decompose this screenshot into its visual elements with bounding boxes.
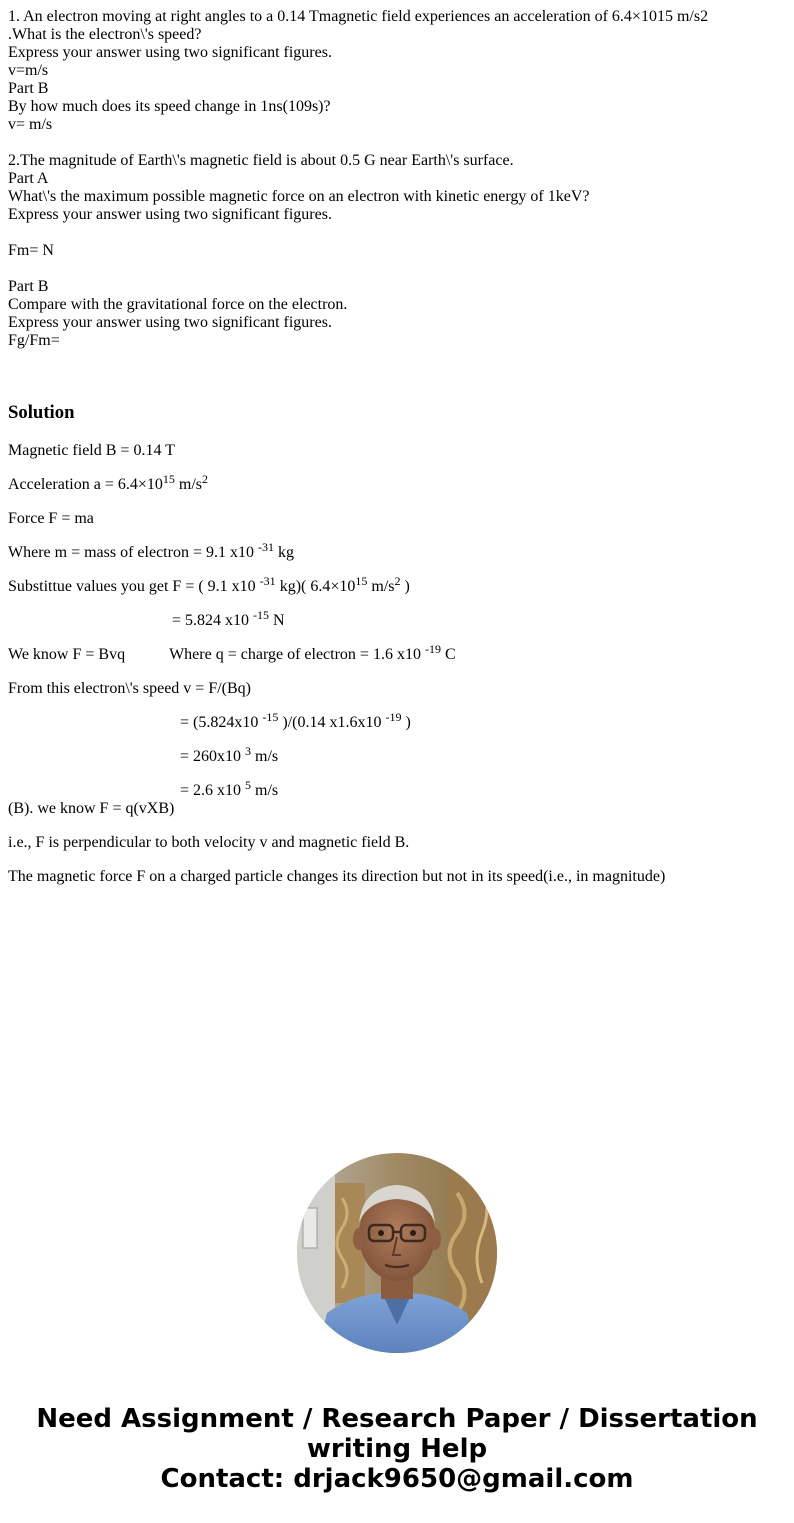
text: m/s [251,782,279,799]
solution-calc-1 [8,710,786,732]
q2-line-5: Fm= N [8,242,54,259]
exponent: 5 [245,778,252,792]
q2-line-9: Fg/Fm= [8,332,60,349]
text: kg)( 6.4×10 [275,578,356,595]
solution-speed: From this electron\'s speed v = F/(Bq) [8,680,251,697]
question-block [8,8,786,350]
text: = (5.824x10 [180,714,263,731]
text: Where q = charge of electron = 1.6 x10 [169,646,425,663]
spacer [8,134,786,152]
text: We know F = Bvq [8,646,126,663]
promo-banner [0,1404,794,1494]
solution-heading: Solution [8,402,75,423]
q1-line-3: Express your answer using two significant figures. [8,44,332,61]
solution-result [8,608,786,630]
text: m/s [174,476,202,493]
text: ) [401,714,411,731]
exponent: 3 [245,744,252,758]
text: C [440,646,456,663]
q1-line-1: 1. An electron moving at right angles to a 0.14 Tmagnetic field experiences an acceleration of 6.4×1015 m/s2 [8,8,709,25]
promo-line-2: writing Help [306,1434,488,1464]
q2-line-4: Express your answer using two significant figures. [8,206,332,223]
spacer [8,224,786,242]
text: m/s [367,578,395,595]
spacer [8,260,786,278]
exponent: -19 [424,642,441,656]
q1-line-5: Part B [8,80,49,97]
avatar-photo-icon [297,1153,497,1353]
q2-line-2: Part A [8,170,49,187]
q2-line-6: Part B [8,278,49,295]
text: Substittue values you get F = ( 9.1 x10 [8,578,260,595]
solution-force: Force F = ma [8,510,94,527]
text: kg [273,544,294,561]
q1-line-2: .What is the electron\'s speed? [8,26,202,43]
document-content [8,8,786,886]
exponent: 15 [162,472,175,486]
solution-mass [8,540,786,562]
exponent: -31 [257,540,274,554]
solution-part-b: (B). we know F = q(vXB) [8,800,175,817]
solution-block [8,402,786,886]
q2-line-7: Compare with the gravitational force on the electron. [8,296,348,313]
solution-acceleration [8,472,786,494]
exponent: 2 [394,574,401,588]
solution-field: Magnetic field B = 0.14 T [8,442,175,459]
solution-conclusion: The magnetic force F on a charged particle changes its direction but not in its speed(i.e., in magnitude) [8,868,666,885]
solution-substitute [8,574,786,596]
promo-contact[interactable]: Contact: drjack9650@gmail.com [160,1464,634,1494]
q1-line-4: v=m/s [8,62,49,79]
text: m/s [251,748,279,765]
exponent: 15 [355,574,368,588]
text: N [269,612,285,629]
exponent: -15 [253,608,270,622]
solution-perpendicular: i.e., F is perpendicular to both velocity v and magnetic field B. [8,834,410,851]
exponent: -15 [262,710,279,724]
text: Acceleration a = 6.4×10 [8,476,163,493]
solution-calc-2 [8,744,786,766]
solution-calc-3 [8,778,786,800]
text: Where m = mass of electron = 9.1 x10 [8,544,258,561]
text: = 2.6 x10 [180,782,246,799]
tutor-avatar [297,1153,497,1353]
solution-we-know [8,642,786,664]
text: = 5.824 x10 [172,612,254,629]
promo-line-1: Need Assignment / Research Paper / Dissertation [36,1404,758,1434]
exponent: -19 [385,710,402,724]
q2-line-1: 2.The magnitude of Earth\'s magnetic field is about 0.5 G near Earth\'s surface. [8,152,514,169]
exponent: -31 [259,574,276,588]
exponent: 2 [202,472,208,486]
q1-line-7: v= m/s [8,116,53,133]
text: ) [400,578,410,595]
q1-line-6: By how much does its speed change in 1ns(109s)? [8,98,331,115]
q2-line-8: Express your answer using two significant figures. [8,314,332,331]
text: )/(0.14 x1.6x10 [278,714,386,731]
q2-line-3: What\'s the maximum possible magnetic force on an electron with kinetic energy of 1keV? [8,188,590,205]
text: = 260x10 [180,748,246,765]
